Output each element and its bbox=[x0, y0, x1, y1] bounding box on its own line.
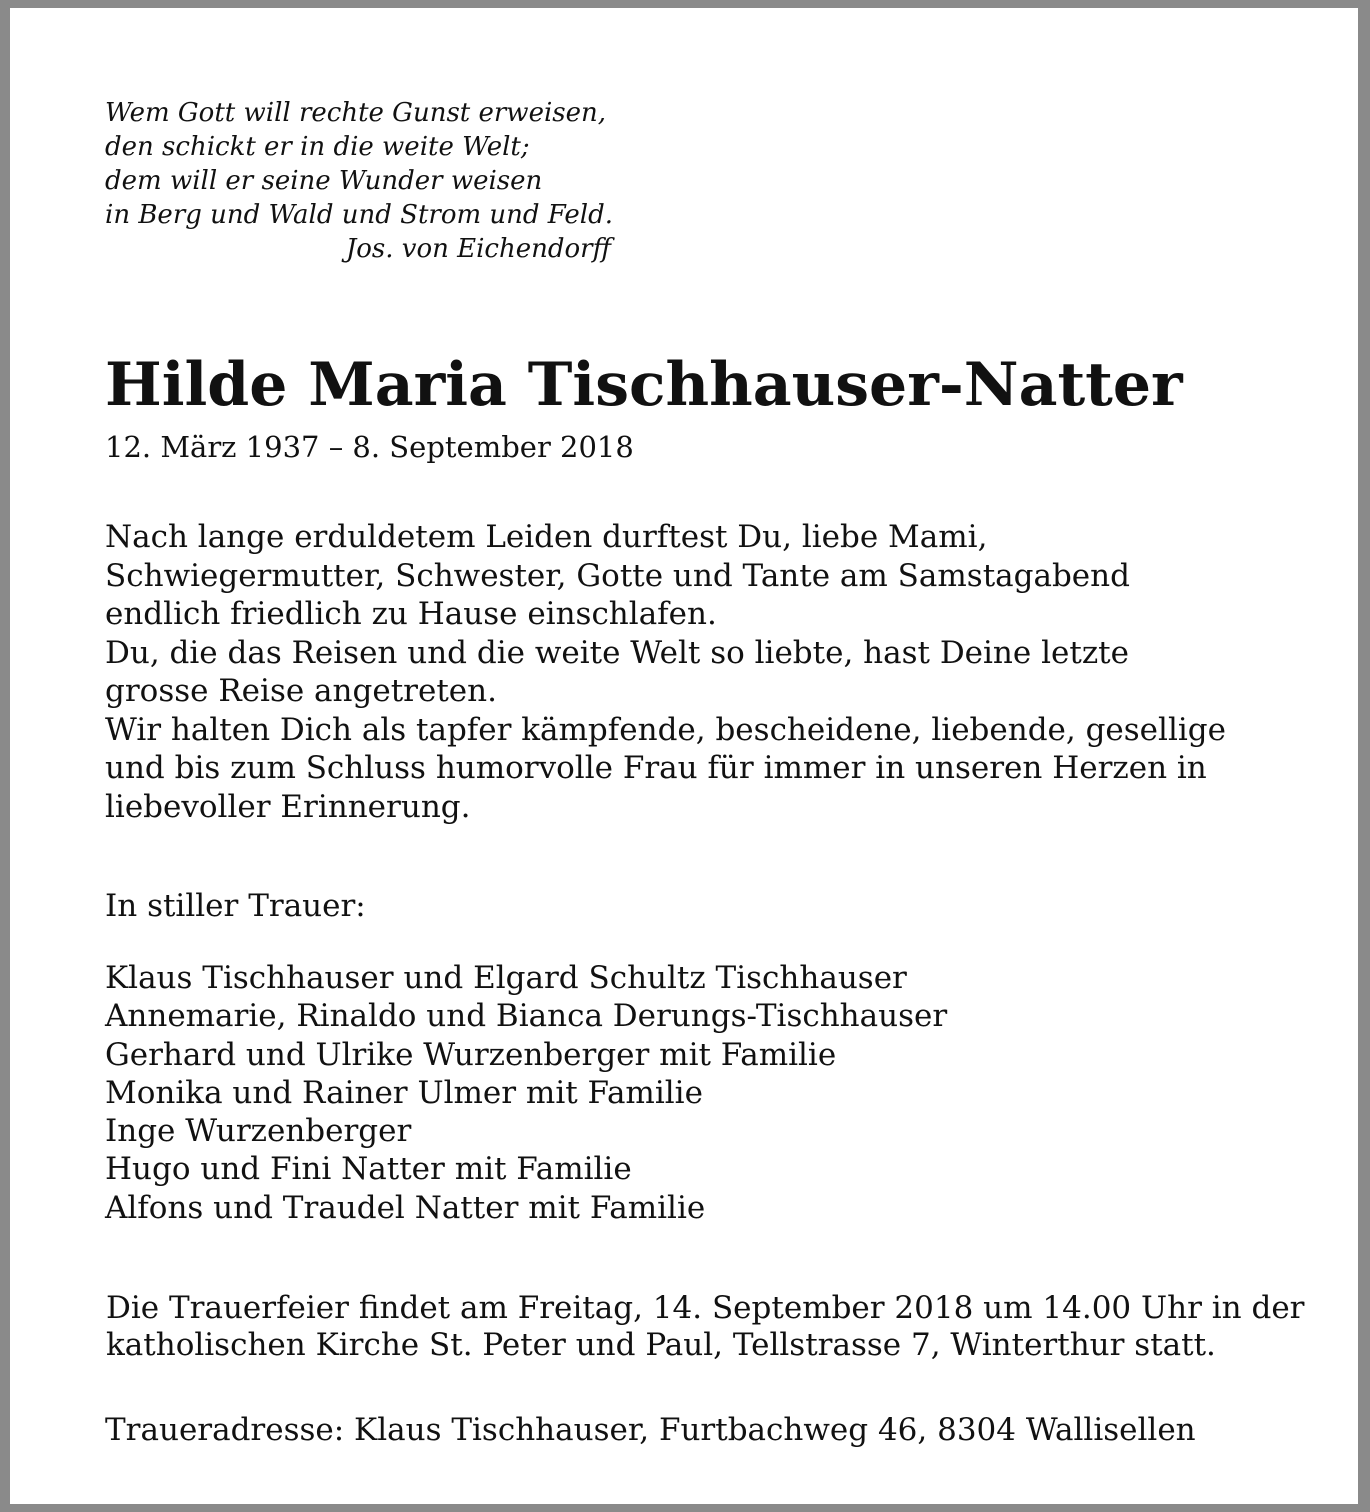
message-line: und bis zum Schluss humorvolle Frau für immer in unseren Herzen in bbox=[105, 750, 1207, 786]
poem-line: dem will er seine Wunder weisen bbox=[105, 166, 543, 196]
farewell-message bbox=[105, 518, 1335, 826]
message-line: Wir halten Dich als tapfer kämpfende, bescheidene, liebende, gesellige bbox=[105, 711, 1226, 748]
poem-quote bbox=[105, 96, 625, 266]
mourner-entry: Inge Wurzenberger bbox=[105, 1113, 412, 1150]
ceremony-line: Die Trauerfeier findet am Freitag, 14. September 2018 um 14.00 Uhr in der bbox=[106, 1290, 1305, 1326]
mourner-entry: Gerhard und Ulrike Wurzenberger mit Familie bbox=[105, 1036, 837, 1073]
funeral-notice bbox=[106, 1290, 1305, 1364]
poem-author: Jos. von Eichendorff bbox=[345, 234, 611, 264]
deceased-name: Hilde Maria Tischhauser-Natter bbox=[105, 350, 1183, 420]
message-line: Nach lange erduldetem Leiden durftest Du, liebe Mami, bbox=[105, 519, 988, 555]
mourner-entry: Alfons und Traudel Natter mit Familie bbox=[105, 1189, 706, 1226]
mourners-list bbox=[105, 959, 947, 1227]
poem-line: in Berg und Wald und Strom und Feld. bbox=[105, 200, 614, 230]
message-line: endlich friedlich zu Hause einschlafen. bbox=[105, 596, 717, 632]
mourner-entry: Annemarie, Rinaldo und Bianca Derungs-Tischhauser bbox=[105, 998, 948, 1035]
ceremony-line: katholischen Kirche St. Peter und Paul, Tellstrasse 7, Winterthur statt. bbox=[106, 1327, 1216, 1363]
mourning-address: Traueradresse: Klaus Tischhauser, Furtbachweg 46, 8304 Wallisellen bbox=[105, 1412, 1196, 1448]
poem-line: den schickt er in die weite Welt; bbox=[105, 132, 530, 162]
mourner-entry: Klaus Tischhauser und Elgard Schultz Tischhauser bbox=[105, 960, 907, 996]
message-line: Du, die das Reisen und die weite Welt so liebte, hast Deine letzte bbox=[105, 634, 1129, 671]
mourner-entry: Monika und Rainer Ulmer mit Familie bbox=[105, 1074, 703, 1111]
mourning-heading: In stiller Trauer: bbox=[105, 888, 366, 924]
message-line: Schwiegermutter, Schwester, Gotte und Tante am Samstagabend bbox=[105, 557, 1130, 594]
life-dates: 12. März 1937 – 8. September 2018 bbox=[105, 430, 634, 464]
poem-line: Wem Gott will rechte Gunst erweisen, bbox=[105, 98, 607, 128]
message-line: liebevoller Erinnerung. bbox=[105, 788, 471, 825]
mourner-entry: Hugo und Fini Natter mit Familie bbox=[105, 1151, 632, 1188]
message-line: grosse Reise angetreten. bbox=[105, 673, 497, 709]
